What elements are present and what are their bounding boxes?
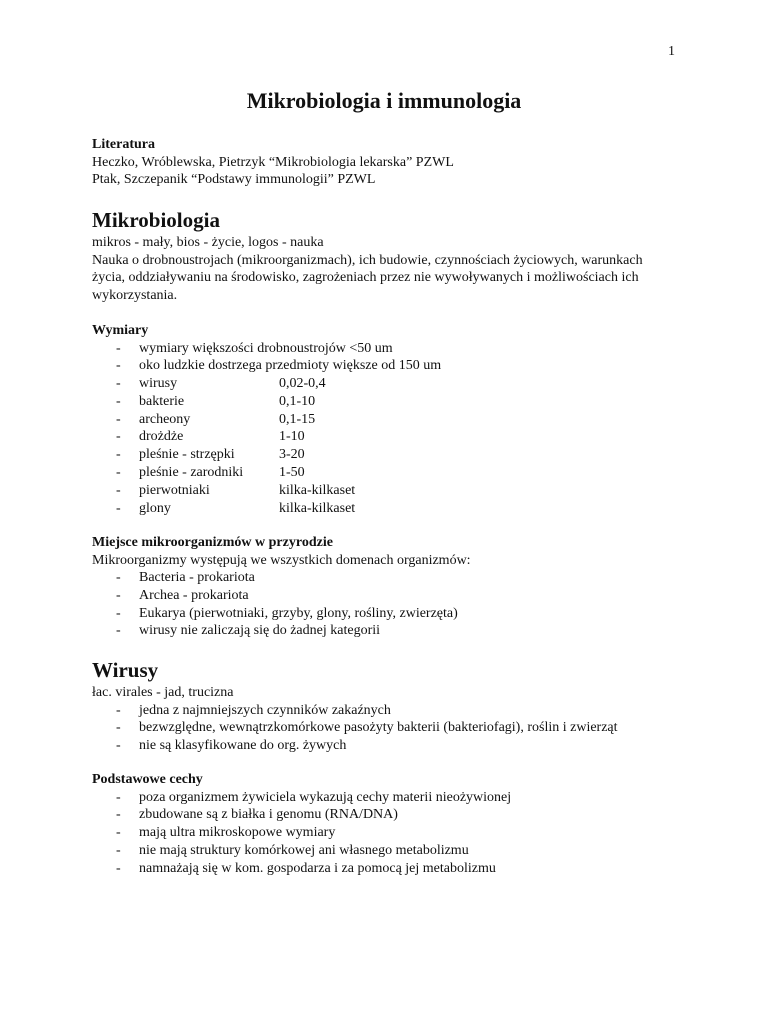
list-item: - mają ultra mikroskopowe wymiary bbox=[116, 825, 336, 841]
list-item: - namnażają się w kom. gospodarza i za pomocą jej metabolizmu bbox=[116, 860, 496, 876]
literature-section bbox=[92, 136, 692, 189]
list-item: - drożdże 1-10 bbox=[116, 429, 305, 445]
list-item: - pleśnie - zarodniki 1-50 bbox=[116, 465, 305, 481]
list-item: - pleśnie - strzępki 3-20 bbox=[116, 447, 305, 463]
list-item: - oko ludzkie dostrzega przedmioty większe od 150 um bbox=[116, 358, 442, 374]
dimensions-section bbox=[92, 322, 692, 517]
list-item: - wirusy nie zaliczają się do żadnej kategorii bbox=[116, 623, 381, 639]
habitat-intro: Mikroorganizmy występują we wszystkich domenach organizmów: bbox=[92, 552, 471, 568]
dimensions-list bbox=[92, 340, 692, 518]
list-item: - wymiary większości drobnoustrojów <50 um bbox=[116, 340, 393, 356]
list-item: - Bacteria - prokariota bbox=[116, 570, 255, 585]
page-number: 1 bbox=[668, 44, 675, 59]
list-item: - glony kilka-kilkaset bbox=[116, 500, 356, 516]
list-item: - bezwzględne, wewnątrzkomórkowe pasożyty bakterii (bakteriofagi), roślin i zwierząt bbox=[116, 720, 618, 736]
paragraph-line: mikros - mały, bios - życie, logos - nauka bbox=[92, 235, 324, 250]
dimensions-heading: Wymiary bbox=[92, 323, 149, 338]
paragraph-line: wykorzystania. bbox=[92, 287, 178, 303]
habitat-list bbox=[92, 569, 692, 640]
list-item: - zbudowane są z białka i genomu (RNA/DNA) bbox=[116, 807, 398, 823]
paragraph-line: Nauka o drobnoustrojach (mikroorganizmach), ich budowie, czynnościach życiowych, warunkach bbox=[92, 252, 643, 268]
viruses-intro: łac. virales - jad, trucizna bbox=[92, 685, 234, 700]
list-item: - Archea - prokariota bbox=[116, 587, 249, 603]
habitat-heading: Miejsce mikroorganizmów w przyrodzie bbox=[92, 535, 333, 550]
list-item: - wirusy 0,02-0,4 bbox=[116, 376, 326, 392]
features-section bbox=[92, 771, 692, 877]
features-heading: Podstawowe cechy bbox=[92, 772, 203, 787]
list-item: - nie są klasyfikowane do org. żywych bbox=[116, 738, 347, 754]
list-item: - Eukarya (pierwotniaki, grzyby, glony, rośliny, zwierzęta) bbox=[116, 605, 458, 621]
literature-heading: Literatura bbox=[92, 137, 155, 152]
viruses-heading: Wirusy bbox=[92, 658, 159, 682]
list-item: - bakterie 0,1-10 bbox=[116, 393, 316, 409]
literature-line: Ptak, Szczepanik “Podstawy immunologii” PZWL bbox=[92, 172, 376, 187]
list-item: - jedna z najmniejszych czynników zakaźnych bbox=[116, 702, 391, 718]
viruses-section bbox=[92, 658, 692, 755]
features-list bbox=[92, 789, 692, 878]
viruses-list bbox=[92, 702, 692, 755]
list-item: - archeony 0,1-15 bbox=[116, 411, 316, 427]
microbiology-heading: Mikrobiologia bbox=[92, 208, 220, 232]
document-title: Mikrobiologia i immunologia bbox=[246, 88, 522, 113]
paragraph-line: życia, oddziaływaniu na środowisko, zagrożeniach przez nie wywoływanych i możliwościach ich bbox=[92, 270, 639, 285]
microbiology-section bbox=[92, 208, 692, 304]
literature-line: Heczko, Wróblewska, Pietrzyk “Mikrobiologia lekarska” PZWL bbox=[92, 154, 454, 170]
list-item: - nie mają struktury komórkowej ani własnego metabolizmu bbox=[116, 842, 469, 858]
list-item: - pierwotniaki kilka-kilkaset bbox=[116, 482, 356, 498]
habitat-section bbox=[92, 534, 692, 640]
list-item: - poza organizmem żywiciela wykazują cechy materii nieożywionej bbox=[116, 789, 512, 805]
